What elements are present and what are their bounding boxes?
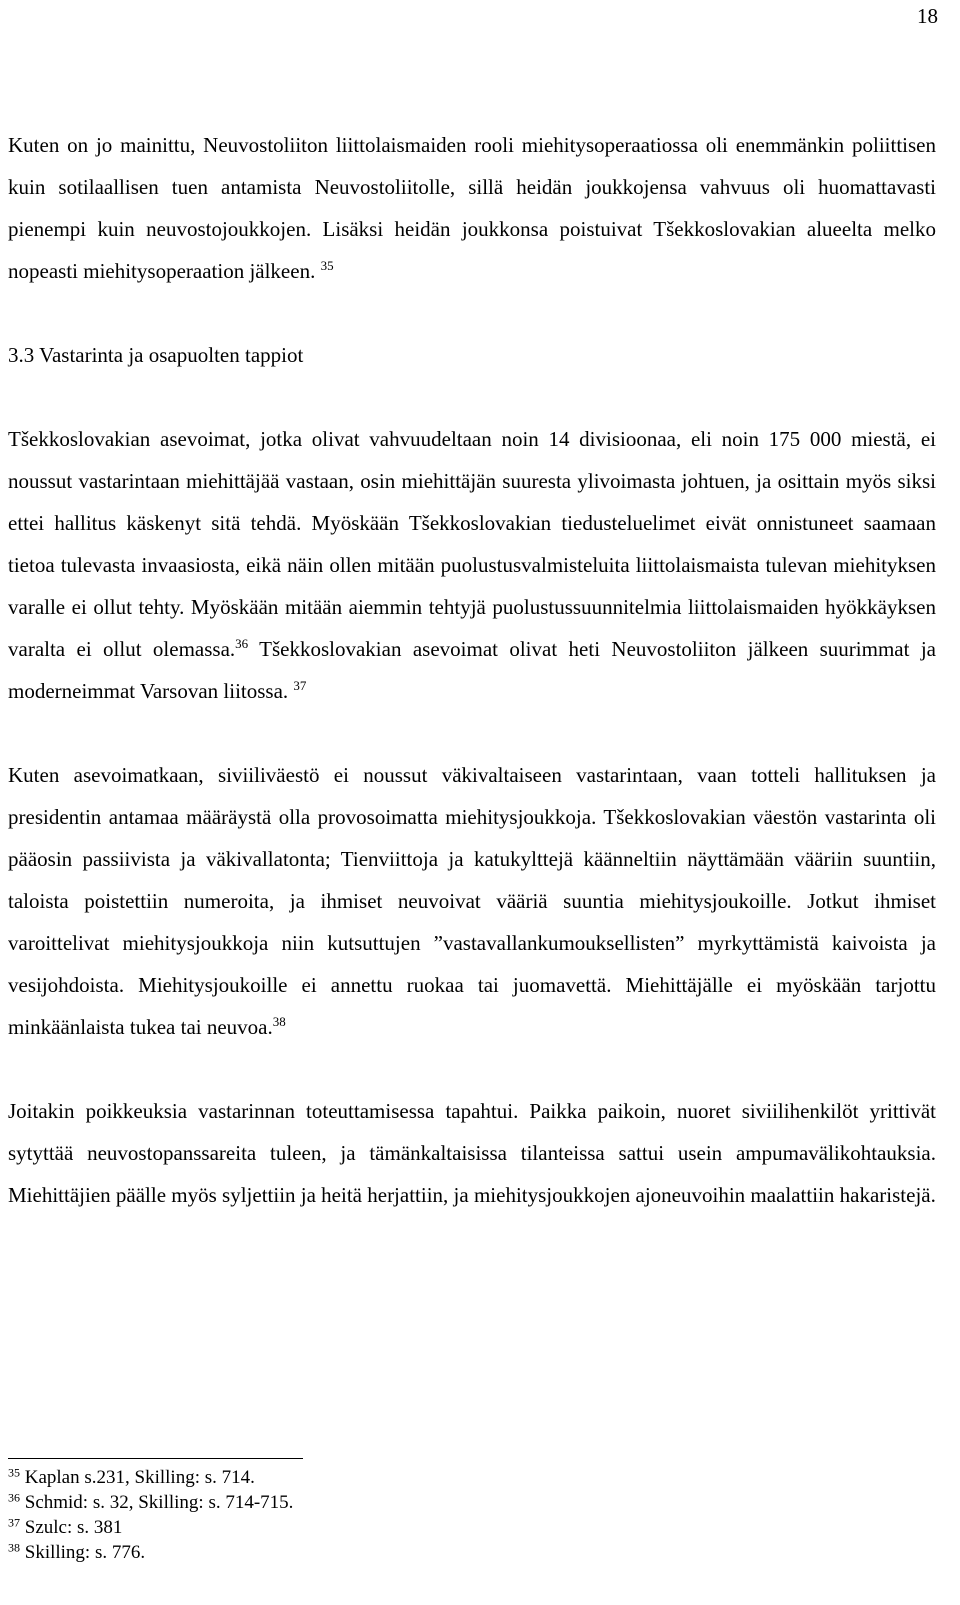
footnote-ref-35: 35: [320, 258, 334, 274]
paragraph-intro: [8, 124, 936, 292]
paragraph-civilian-resistance-text: Kuten asevoimatkaan, siviiliväestö ei noussut väkivaltaiseen vastarintaan, vaan totteli hallituksen ja presidentin antamaa määräystä olla provosoimatta miehitysjoukkoja. Tšekkoslovakian väestön vastarinta oli pääosin passiivista ja väkivallatonta; Tienviittoja ja katukylttejä käänneltiin näyttämään vääriin suuntiin, taloista poistettiin numeroita, ja ihmiset neuvoivat vääriä suuntia miehitysjoukoille. Jotkut ihmiset varoittelivat miehitysjoukkoja niin kutsuttujen ”vastavallankumouksellisten” myrkyttämistä kaivoista ja vesijohdoista. Miehitysjoukoille ei annettu ruokaa tai juomavettä. Miehittäjälle ei myöskään tarjottu minkäänlaista tukea tai neuvoa.: [8, 763, 936, 1039]
page-number: 18: [917, 4, 938, 28]
footnote-38: [8, 1540, 908, 1565]
footnote-text: Skilling: s. 776.: [24, 1542, 146, 1563]
paragraph-armed-forces: [8, 418, 936, 712]
footnote-number: 37: [8, 1515, 20, 1530]
footnote-ref-37: 37: [293, 678, 307, 694]
footnote-number: 36: [8, 1490, 20, 1505]
footnote-number: 38: [8, 1540, 20, 1555]
footnote-35: [8, 1465, 908, 1490]
footnote-ref-36: 36: [235, 636, 249, 652]
paragraph-exceptions: Joitakin poikkeuksia vastarinnan toteuttamisessa tapahtui. Paikka paikoin, nuoret siviilihenkilöt yrittivät sytyttää neuvostopanssareita tuleen, ja tämänkaltaisissa tilanteissa sattui usein ampumavälikohtauksia. Miehittäjien päälle myös syljettiin ja heitä herjattiin, ja miehitysjoukkojen ajoneuvoihin maalattiin hakaristejä.: [8, 1099, 936, 1207]
footnote-37: [8, 1515, 908, 1540]
paragraph-armed-forces-text-b: Tšekkoslovakian asevoimat olivat heti Neuvostoliiton jälkeen suurimmat ja moderneimmat Varsovan liitossa.: [8, 637, 936, 703]
footnote-text: Kaplan s.231, Skilling: s. 714.: [24, 1467, 255, 1488]
footnote-text: Schmid: s. 32, Skilling: s. 714-715.: [24, 1492, 294, 1513]
paragraph-civilian-resistance: [8, 754, 936, 1048]
document-body: [8, 124, 936, 1216]
footnote-ref-38: 38: [272, 1014, 286, 1030]
footnote-number: 35: [8, 1465, 20, 1480]
footnote-text: Szulc: s. 381: [24, 1517, 123, 1538]
footnote-separator: [8, 1458, 303, 1459]
footnote-36: [8, 1490, 908, 1515]
section-heading: 3.3 Vastarinta ja osapuolten tappiot: [8, 343, 304, 367]
paragraph-intro-text: Kuten on jo mainittu, Neuvostoliiton liittolaismaiden rooli miehitysoperaatiossa oli enemmänkin poliittisen kuin sotilaallisen tuen antamista Neuvostoliitolle, sillä heidän joukkojensa vahvuus oli huomattavasti pienempi kuin neuvostojoukkojen. Lisäksi heidän joukkonsa poistuivat Tšekkoslovakian alueelta melko nopeasti miehitysoperaation jälkeen.: [8, 133, 936, 283]
footnotes: [8, 1458, 908, 1565]
paragraph-armed-forces-text-a: Tšekkoslovakian asevoimat, jotka olivat vahvuudeltaan noin 14 divisioonaa, eli noin 175 000 miestä, ei noussut vastarintaan miehittäjää vastaan, osin miehittäjän suuresta ylivoimasta johtuen, ja osittain myös siksi ettei hallitus käskenyt sitä tehdä. Myöskään Tšekkoslovakian tiedusteluelimet eivät onnistuneet saamaan tietoa tulevasta invaasiosta, eikä näin ollen mitään puolustusvalmisteluita liittolaismaista tulevan miehityksen varalle ei ollut tehty. Myöskään mitään aiemmin tehtyjä puolustussuunnitelmia liittolaismaiden hyökkäyksen varalta ei ollut olemassa.: [8, 427, 936, 661]
